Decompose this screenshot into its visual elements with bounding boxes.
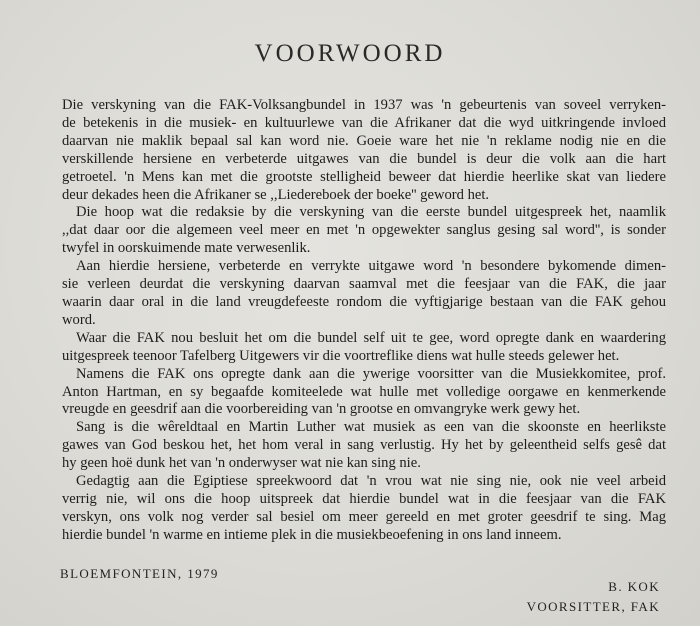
- paragraph-line: Gedagtig aan die Egiptiese spreekwoord dat 'n vrou wat nie sing nie, ook nie veel arbeid: [76, 473, 666, 490]
- signatory-role: VOORSITTER, FAK: [526, 599, 660, 614]
- paragraph-line: verrig nie, wil ons die hoop uitspreek dat hierdie bundel wat in die feesjaar van die FAK: [62, 490, 666, 507]
- paragraph-line: Die verskyning van die FAK-Volksangbundel in 1937 was 'n gebeurtenis van soveel verryken-: [62, 97, 666, 113]
- paragraph: [62, 366, 666, 420]
- paragraph: [62, 204, 666, 258]
- paragraph-line: Namens die FAK ons opregte dank aan die ywerige voorsitter van die Musiekkomitee, prof.: [76, 365, 666, 382]
- paragraph-line: Sang is die wêreldtaal en Martin Luther wat musiek as een van die skoonste en heerlikste: [76, 419, 666, 436]
- paragraph-line: hierdie bundel 'n warme en intieme plek in die musiekbeoefening in ons land inneem.: [62, 526, 562, 543]
- paragraph-line: waarin daar oral in die land vreugdefeeste rondom die vyftigjarige bestaan van die FAK gehou: [62, 293, 666, 310]
- paragraph-line: twyfel in oorskuimende mate verwesenlik.: [62, 240, 311, 257]
- paragraph-line: hy geen hoë dunk het van 'n onderwyser wat nie kan sing nie.: [62, 455, 421, 472]
- paragraph-line: Anton Hartman, en sy begaafde komiteelede wat hulle met volledige oorgawe en kenmerkende: [62, 383, 666, 400]
- paragraph: [62, 97, 666, 204]
- paragraph-line: Aan hierdie hersiene, verbeterde en verrykte uitgawe word 'n besondere bykomende dimen-: [76, 258, 666, 275]
- paragraph-line: daarvan nie maklik bepaal sal kan word nie. Goeie ware het nie 'n reklame nodig nie en die: [62, 132, 666, 149]
- signature-block: [527, 577, 660, 617]
- paragraph: [62, 330, 666, 366]
- paragraph-line: verskyn, ons volk nog verder sal besiel om meer gereeld en met groter geesdrif te sing. Mag: [62, 508, 666, 525]
- paragraph-line: sie verleen deurdat die verskyning daarvan saamval met die feesjaar van die FAK, die jaar: [62, 276, 666, 293]
- paragraph: [62, 473, 666, 545]
- page-title: VOORWOORD: [254, 40, 446, 67]
- foreword-body: [62, 97, 666, 545]
- paragraph-line: getroetel. 'n Mens kan met die grootste stelligheid beweer dat hierdie heerlike skat van liedere: [62, 168, 666, 185]
- paragraph-line: verskillende hersiene en verbeterde uitgawes van die bundel is deur die volk aan die hart: [62, 150, 666, 167]
- paragraph-line: vreugde en geesdrif aan die voorbereiding van 'n grootse en omvangryke werk gewy het.: [62, 401, 581, 418]
- paragraph-line: de betekenis in die musiek- en kultuurlewe van die Afrikaner dat die wyd uitkringende invloed: [62, 114, 666, 131]
- paragraph-line: Die hoop wat die redaksie by die verskyning van die eerste bundel uitgespreek het, naamlik: [76, 204, 666, 221]
- paragraph-line: Waar die FAK nou besluit het om die bundel self uit te gee, word opregte dank en waardering: [76, 329, 666, 346]
- signatory-name: B. KOK: [608, 579, 660, 594]
- paragraph-line: uitgespreek teenoor Tafelberg Uitgewers vir die voortreflike diens wat hulle steeds gelewer het.: [62, 347, 620, 364]
- paragraph: [62, 419, 666, 473]
- paragraph: [62, 258, 666, 330]
- paragraph-line: word.: [62, 311, 96, 328]
- place-date: BLOEMFONTEIN, 1979: [60, 566, 219, 581]
- paragraph-line: ,,dat daar oor die algemeen veel meer en met 'n opgewekter sanglus gesing sal word'', is sonder: [62, 222, 666, 239]
- paragraph-line: deur dekades heen die Afrikaner se ,,Liedereboek der boeke'' geword het.: [62, 186, 490, 203]
- paragraph-line: gawes van God beskou het, het hom veral in sang verlustig. Hy het by geleentheid selfs gesê dat: [62, 437, 666, 454]
